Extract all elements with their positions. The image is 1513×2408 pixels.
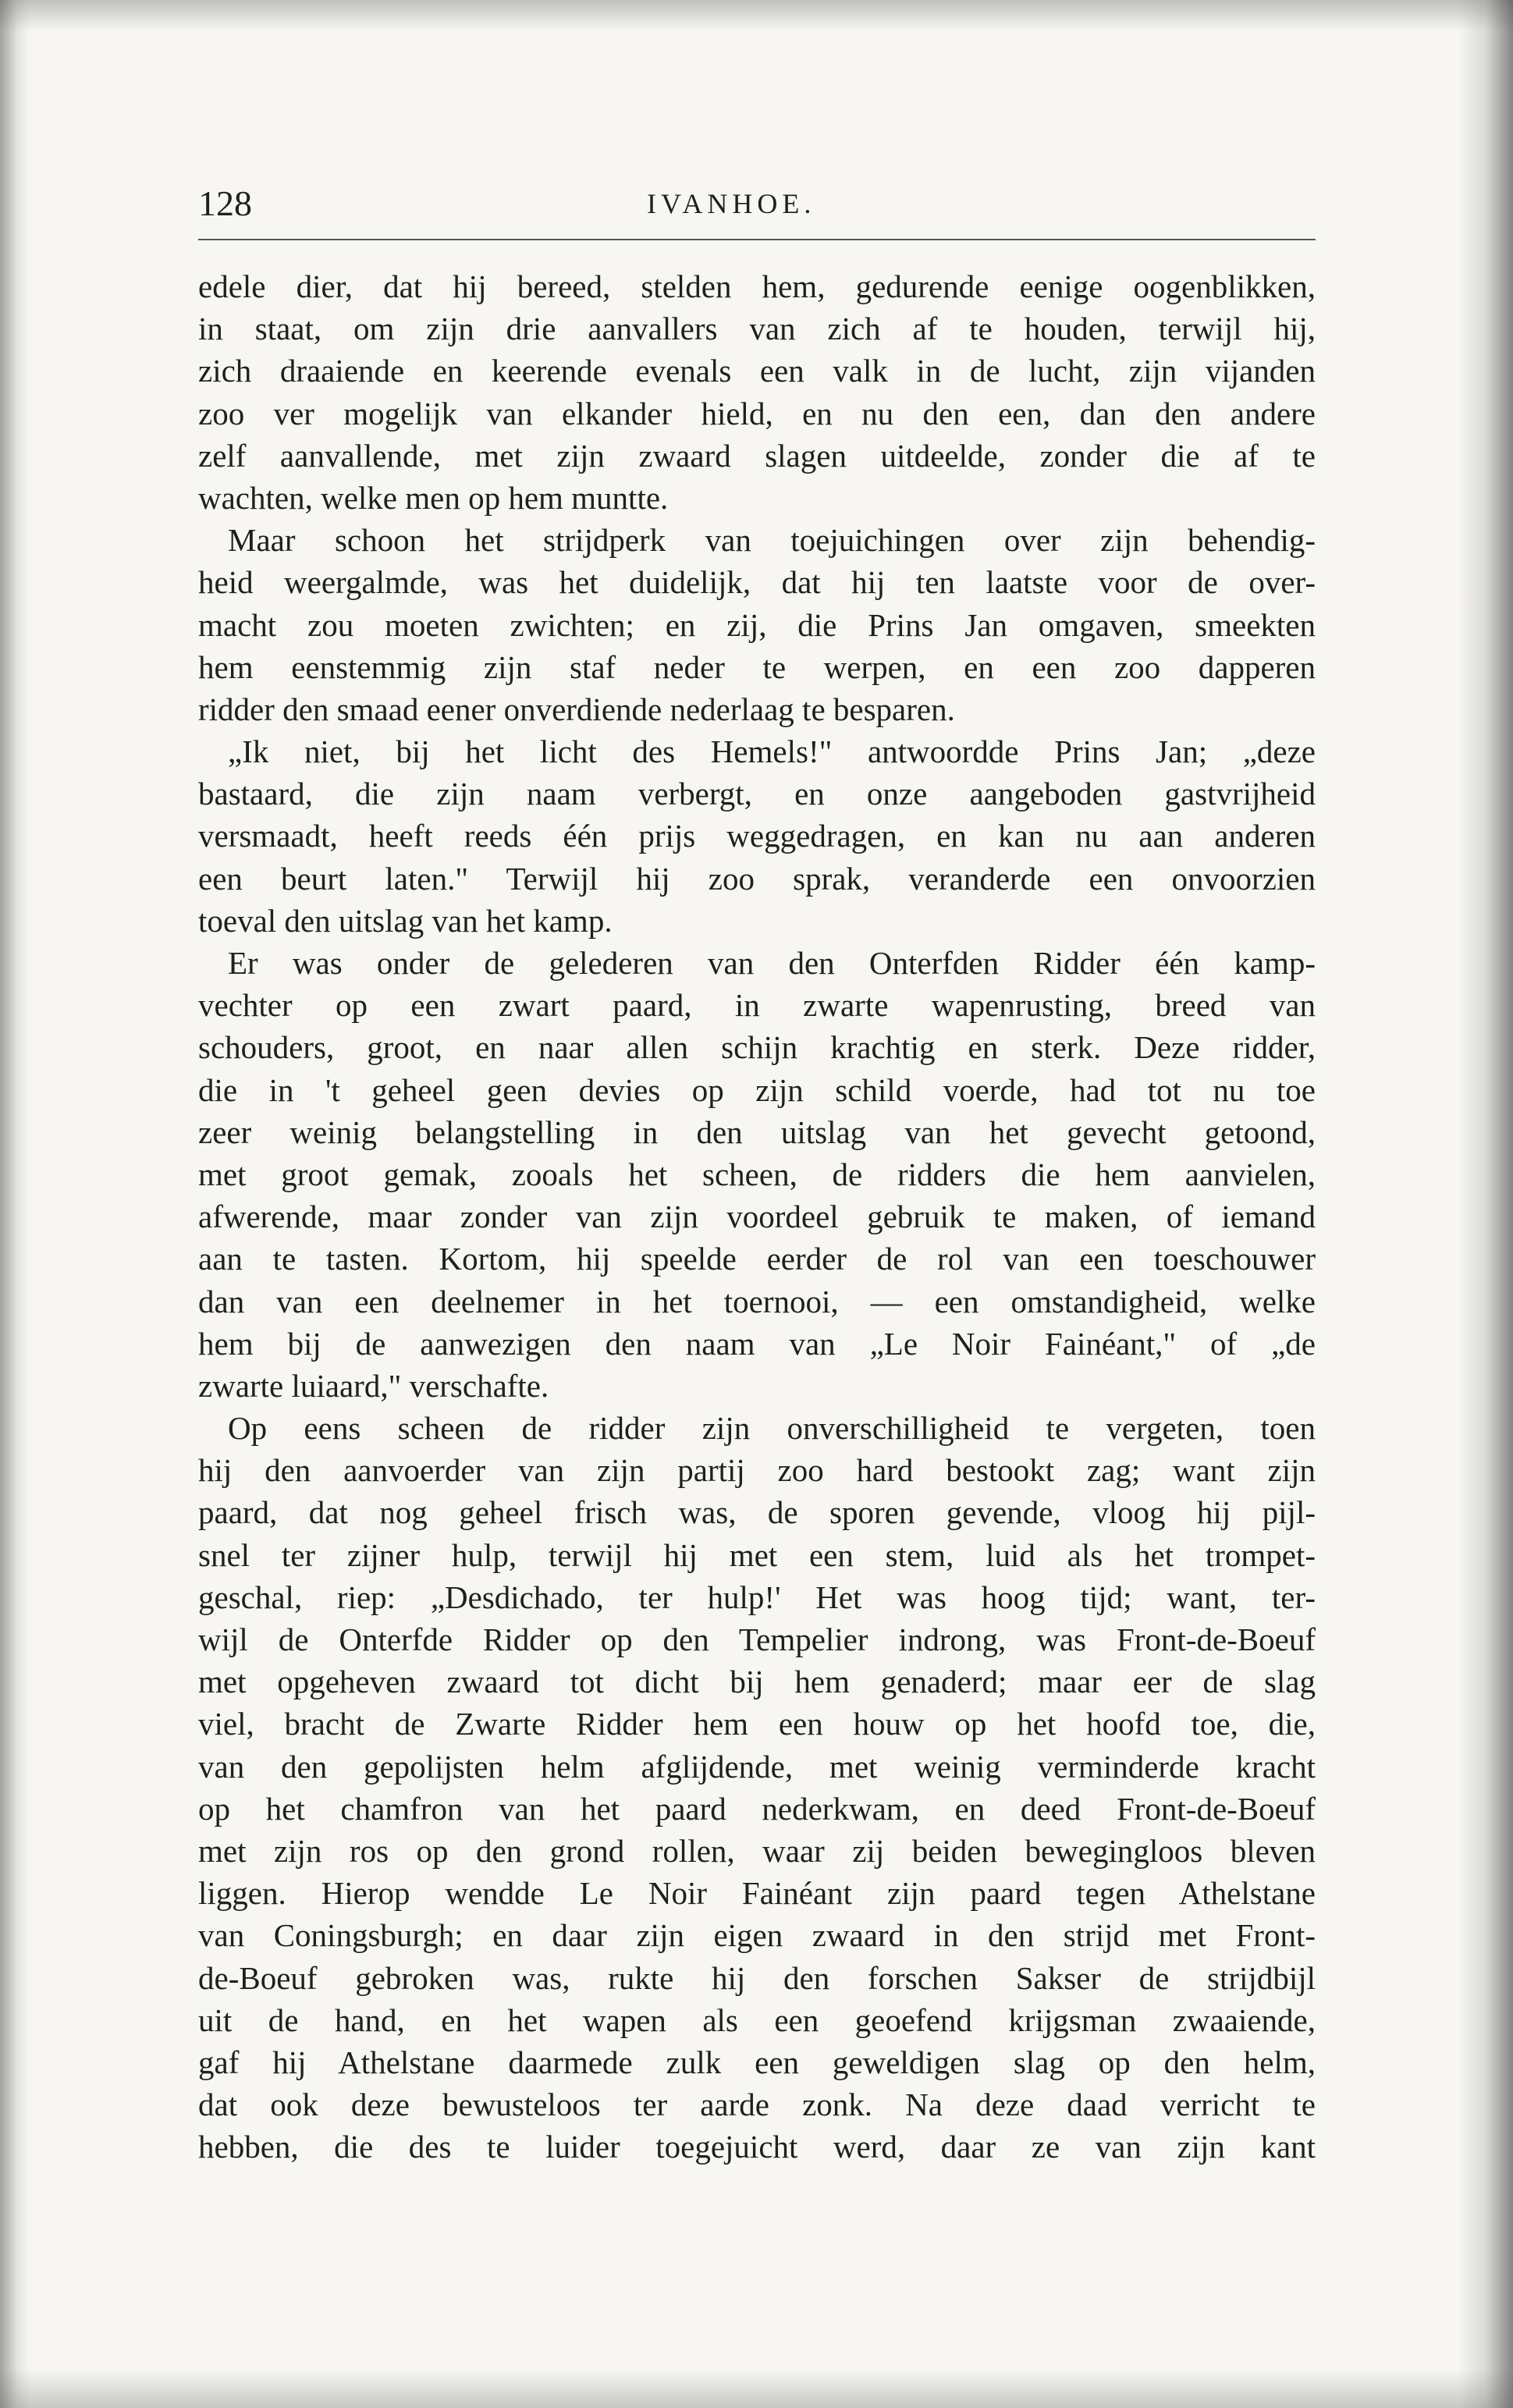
text-line: uit de hand, en het wapen als een geoefend krijgsman zwaaiende, <box>198 2001 1316 2038</box>
text-line: „Ik niet, bij het licht des Hemels!" antwoordde Prins Jan; „deze <box>228 733 1316 770</box>
header-rule <box>198 239 1316 240</box>
text-line: bastaard, die zijn naam verbergt, en onze aangeboden gastvrijheid <box>198 776 1316 812</box>
running-title: IVANHOE. <box>647 188 816 219</box>
page-number: 128 <box>198 183 252 223</box>
text-line: liggen. Hierop wendde Le Noir Fainéant zijn paard tegen Athelstane <box>198 1875 1316 1912</box>
text-line: aan te tasten. Kortom, hij speelde eerder de rol van een toeschouwer <box>198 1241 1316 1277</box>
scan-edge-right <box>1458 0 1513 2408</box>
text-line: hem bij de aanwezigen den naam van „Le Noir Fainéant," of „de <box>198 1325 1316 1362</box>
text-line: hij den aanvoerder van zijn partij zoo hard bestookt zag; want zijn <box>198 1452 1316 1489</box>
text-line: de-Boeuf gebroken was, rukte hij den forschen Sakser de strijdbijl <box>198 1959 1316 1996</box>
text-line: edele dier, dat hij bereed, stelden hem, gedurende eenige oogenblikken, <box>198 268 1316 304</box>
text-line: zeer weinig belangstelling in den uitslag van het gevecht getoond, <box>198 1113 1316 1150</box>
text-line: zwarte luiaard," verschafte. <box>198 1367 549 1404</box>
text-line: wijl de Onterfde Ridder op den Tempelier indrong, was Front-de-Boeuf <box>198 1621 1316 1657</box>
scan-edge-left <box>0 0 30 2408</box>
text-line: paard, dat nog geheel frisch was, de sporen gevende, vloog hij pijl- <box>198 1494 1316 1531</box>
text-line: in staat, om zijn drie aanvallers van zich af te houden, terwijl hij, <box>198 311 1316 347</box>
text-line: Er was onder de gelederen van den Onterfden Ridder één kamp- <box>228 945 1316 981</box>
text-line: van den gepolijsten helm afglijdende, met weinig verminderde kracht <box>198 1748 1316 1785</box>
text-line: wachten, welke men op hem muntte. <box>198 479 669 516</box>
text-line: Op eens scheen de ridder zijn onverschilligheid te vergeten, toen <box>228 1410 1316 1447</box>
text-line: snel ter zijner hulp, terwijl hij met een stem, luid als het trompet- <box>198 1536 1316 1573</box>
page-header <box>198 178 1316 225</box>
text-line: op het chamfron van het paard nederkwam, en deed Front-de-Boeuf <box>198 1790 1316 1827</box>
text-line: macht zou moeten zwichten; en zij, die Prins Jan omgaven, smeekten <box>198 606 1316 643</box>
text-line: ridder den smaad eener onverdiende nederlaag te besparen. <box>198 691 955 727</box>
text-line: dat ook deze bewusteloos ter aarde zonk. Na deze daad verricht te <box>198 2087 1316 2123</box>
text-line: zoo ver mogelijk van elkander hield, en nu den een, dan den andere <box>198 395 1316 432</box>
text-line: hem eenstemmig zijn staf neder te werpen, en een zoo dapperen <box>198 648 1316 685</box>
text-line: geschal, riep: „Desdichado, ter hulp!' Het was hoog tijd; want, ter- <box>198 1579 1316 1615</box>
text-line: met zijn ros op den grond rollen, waar zij beiden bewegingloos bleven <box>198 1832 1316 1869</box>
text-line: viel, bracht de Zwarte Ridder hem een houw op het hoofd toe, die, <box>198 1706 1316 1742</box>
text-line: een beurt laten." Terwijl hij zoo sprak, veranderde een onvoorzien <box>198 860 1316 897</box>
scan-edge-top <box>0 0 1513 31</box>
body-text <box>198 265 1316 2168</box>
text-line: hebben, die des te luider toegejuicht werd, daar ze van zijn kant <box>198 2129 1316 2165</box>
text-line: zelf aanvallende, met zijn zwaard slagen uitdeelde, zonder die af te <box>198 437 1316 474</box>
scan-edge-bottom <box>0 2369 1513 2408</box>
text-line: die in 't geheel geen devies op zijn schild voerde, had tot nu toe <box>198 1071 1316 1108</box>
text-line: heid weergalmde, was het duidelijk, dat hij ten laatste voor de over- <box>198 564 1316 601</box>
text-line: met opgeheven zwaard tot dicht bij hem genaderd; maar eer de slag <box>198 1664 1316 1700</box>
text-line: Maar schoon het strijdperk van toejuichingen over zijn behendig- <box>228 522 1316 559</box>
text-line: gaf hij Athelstane daarmede zulk een geweldigen slag op den helm, <box>198 2044 1316 2080</box>
text-line: van Coningsburgh; en daar zijn eigen zwaard in den strijd met Front- <box>198 1917 1316 1954</box>
text-line: met groot gemak, zooals het scheen, de ridders die hem aanvielen, <box>198 1156 1316 1192</box>
text-line: vechter op een zwart paard, in zwarte wapenrusting, breed van <box>198 987 1316 1024</box>
text-line: afwerende, maar zonder van zijn voordeel gebruik te maken, of iemand <box>198 1199 1316 1235</box>
text-line: dan van een deelnemer in het toernooi, — een omstandigheid, welke <box>198 1283 1316 1319</box>
text-line: versmaadt, heeft reeds één prijs weggedragen, en kan nu aan anderen <box>198 818 1316 854</box>
text-line: schouders, groot, en naar allen schijn krachtig en sterk. Deze ridder, <box>198 1029 1316 1066</box>
text-line: toeval den uitslag van het kamp. <box>198 902 613 939</box>
text-line: zich draaiende en keerende evenals een valk in de lucht, zijn vijanden <box>198 353 1316 389</box>
